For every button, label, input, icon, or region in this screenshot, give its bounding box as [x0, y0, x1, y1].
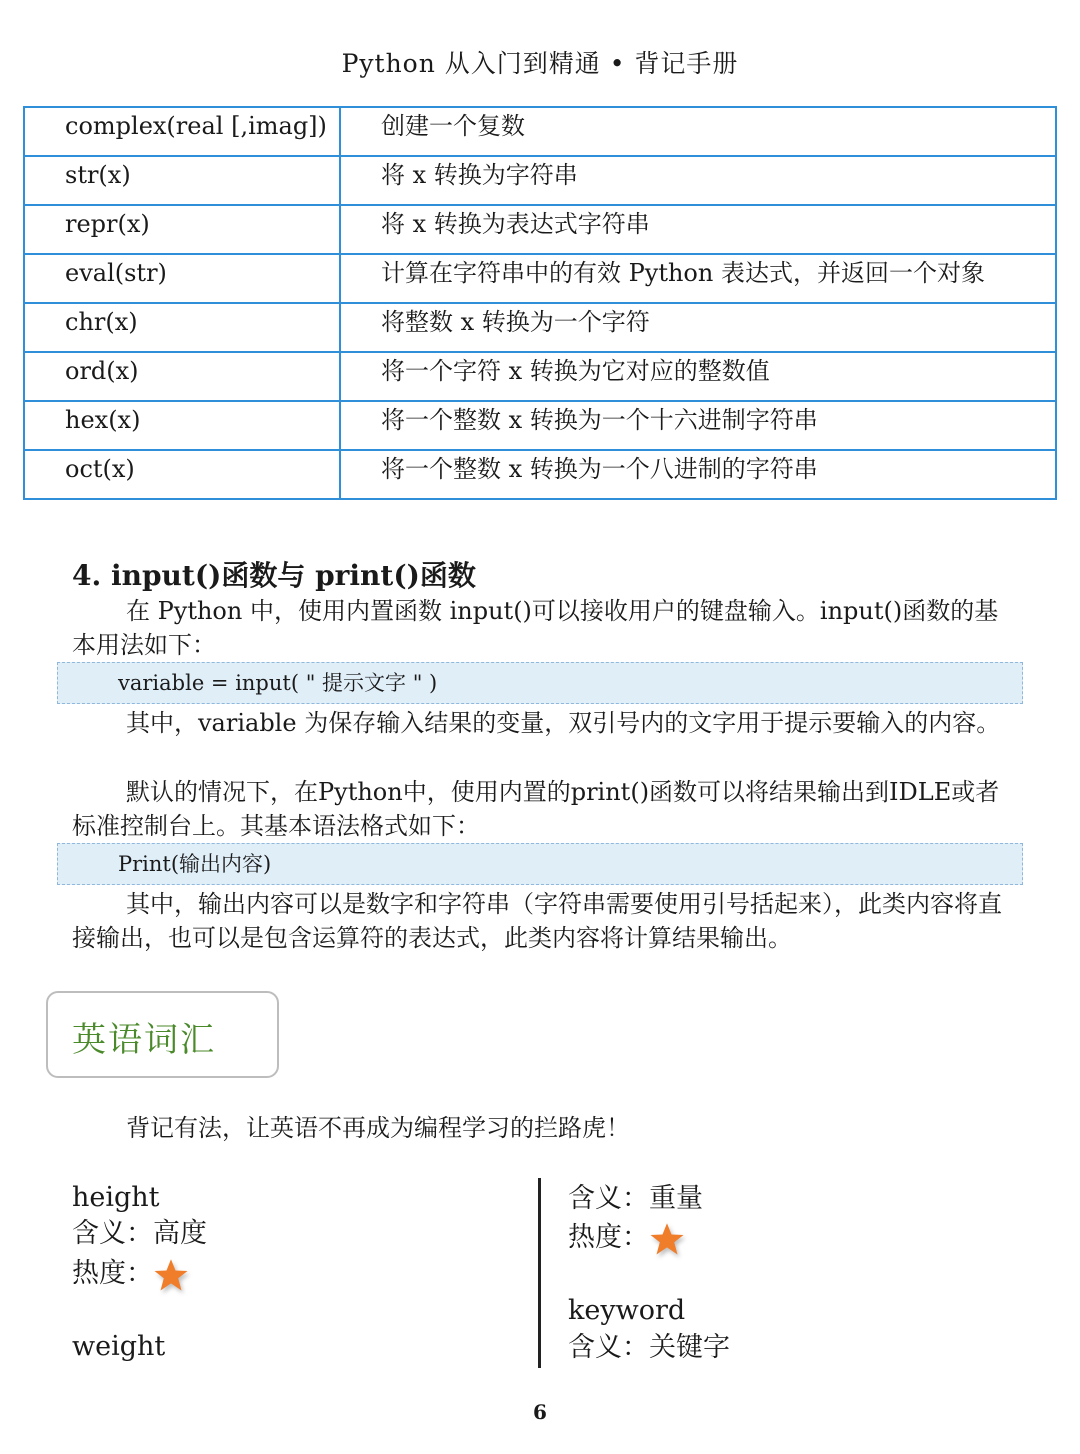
vocab-word-keyword: keyword	[568, 1295, 686, 1326]
section-heading: 4. input()函数与 print()函数	[72, 559, 476, 592]
page-header: Python 从入门到精通 • 背记手册	[341, 49, 739, 78]
paragraph-input-intro: 在 Python 中，使用内置函数 input()可以接收用户的键盘输入。input()函数的基本用法如下：	[72, 597, 999, 659]
function-description-cell: 创建一个复数	[340, 107, 1056, 156]
page-number: 6	[533, 1400, 547, 1424]
table-row	[24, 156, 1056, 205]
function-description-cell: 将整数 x 转换为一个字符	[340, 303, 1056, 352]
vocab-title: 英语词汇	[72, 1020, 216, 1060]
heat-rating-stars	[649, 1222, 685, 1253]
function-name-cell: repr(x)	[24, 205, 340, 254]
heat-label: 热度：	[568, 1222, 649, 1253]
heat-rating-stars	[153, 1258, 189, 1289]
table-row	[24, 254, 1056, 303]
column-divider	[538, 1178, 541, 1368]
table-row	[24, 450, 1056, 499]
function-description-cell: 将一个整数 x 转换为一个八进制的字符串	[340, 450, 1056, 499]
function-description-cell: 将 x 转换为字符串	[340, 156, 1056, 205]
star-icon	[649, 1221, 685, 1257]
vocab-word-weight: weight	[72, 1331, 166, 1362]
function-name-cell: hex(x)	[24, 401, 340, 450]
function-description-cell: 将 x 转换为表达式字符串	[340, 205, 1056, 254]
function-name-cell: str(x)	[24, 156, 340, 205]
function-name-cell: ord(x)	[24, 352, 340, 401]
table-row	[24, 107, 1056, 156]
function-name-cell: complex(real [,imag])	[24, 107, 340, 156]
star-icon	[153, 1257, 189, 1293]
heat-label: 热度：	[72, 1258, 153, 1289]
table-row	[24, 352, 1056, 401]
conversion-function-table	[23, 106, 1057, 500]
vocab-word-height: height	[72, 1182, 160, 1213]
table-row	[24, 401, 1056, 450]
function-description-cell: 将一个字符 x 转换为它对应的整数值	[340, 352, 1056, 401]
function-name-cell: oct(x)	[24, 450, 340, 499]
vocab-meaning-weight: 含义：重量	[568, 1183, 703, 1214]
table-row	[24, 303, 1056, 352]
vocab-heat-weight	[568, 1220, 685, 1257]
vocab-heat-height	[72, 1256, 189, 1293]
function-description-cell: 将一个整数 x 转换为一个十六进制字符串	[340, 401, 1056, 450]
paragraph-print-explain: 其中，输出内容可以是数字和字符串（字符串需要使用引号括起来），此类内容将直接输出，也可以是包含运算符的表达式，此类内容将计算结果输出。	[72, 890, 1002, 952]
paragraph-print-intro: 默认的情况下，在Python中，使用内置的print()函数可以将结果输出到IDLE或者标准控制台上。其基本语法格式如下：	[72, 778, 1000, 840]
paragraph-variable-explain: 其中，variable 为保存输入结果的变量，双引号内的文字用于提示要输入的内容。	[126, 709, 1001, 737]
function-name-cell: chr(x)	[24, 303, 340, 352]
function-description-cell: 计算在字符串中的有效 Python 表达式，并返回一个对象	[340, 254, 1056, 303]
code-block-input: variable = input( " 提示文字 " )	[57, 662, 1023, 704]
function-name-cell: eval(str)	[24, 254, 340, 303]
vocab-tagline: 背记有法，让英语不再成为编程学习的拦路虎！	[126, 1114, 630, 1142]
table-row	[24, 205, 1056, 254]
vocab-meaning-height: 含义：高度	[72, 1218, 207, 1249]
code-block-print: Print(输出内容)	[57, 843, 1023, 885]
vocab-meaning-keyword: 含义：关键字	[568, 1332, 730, 1363]
